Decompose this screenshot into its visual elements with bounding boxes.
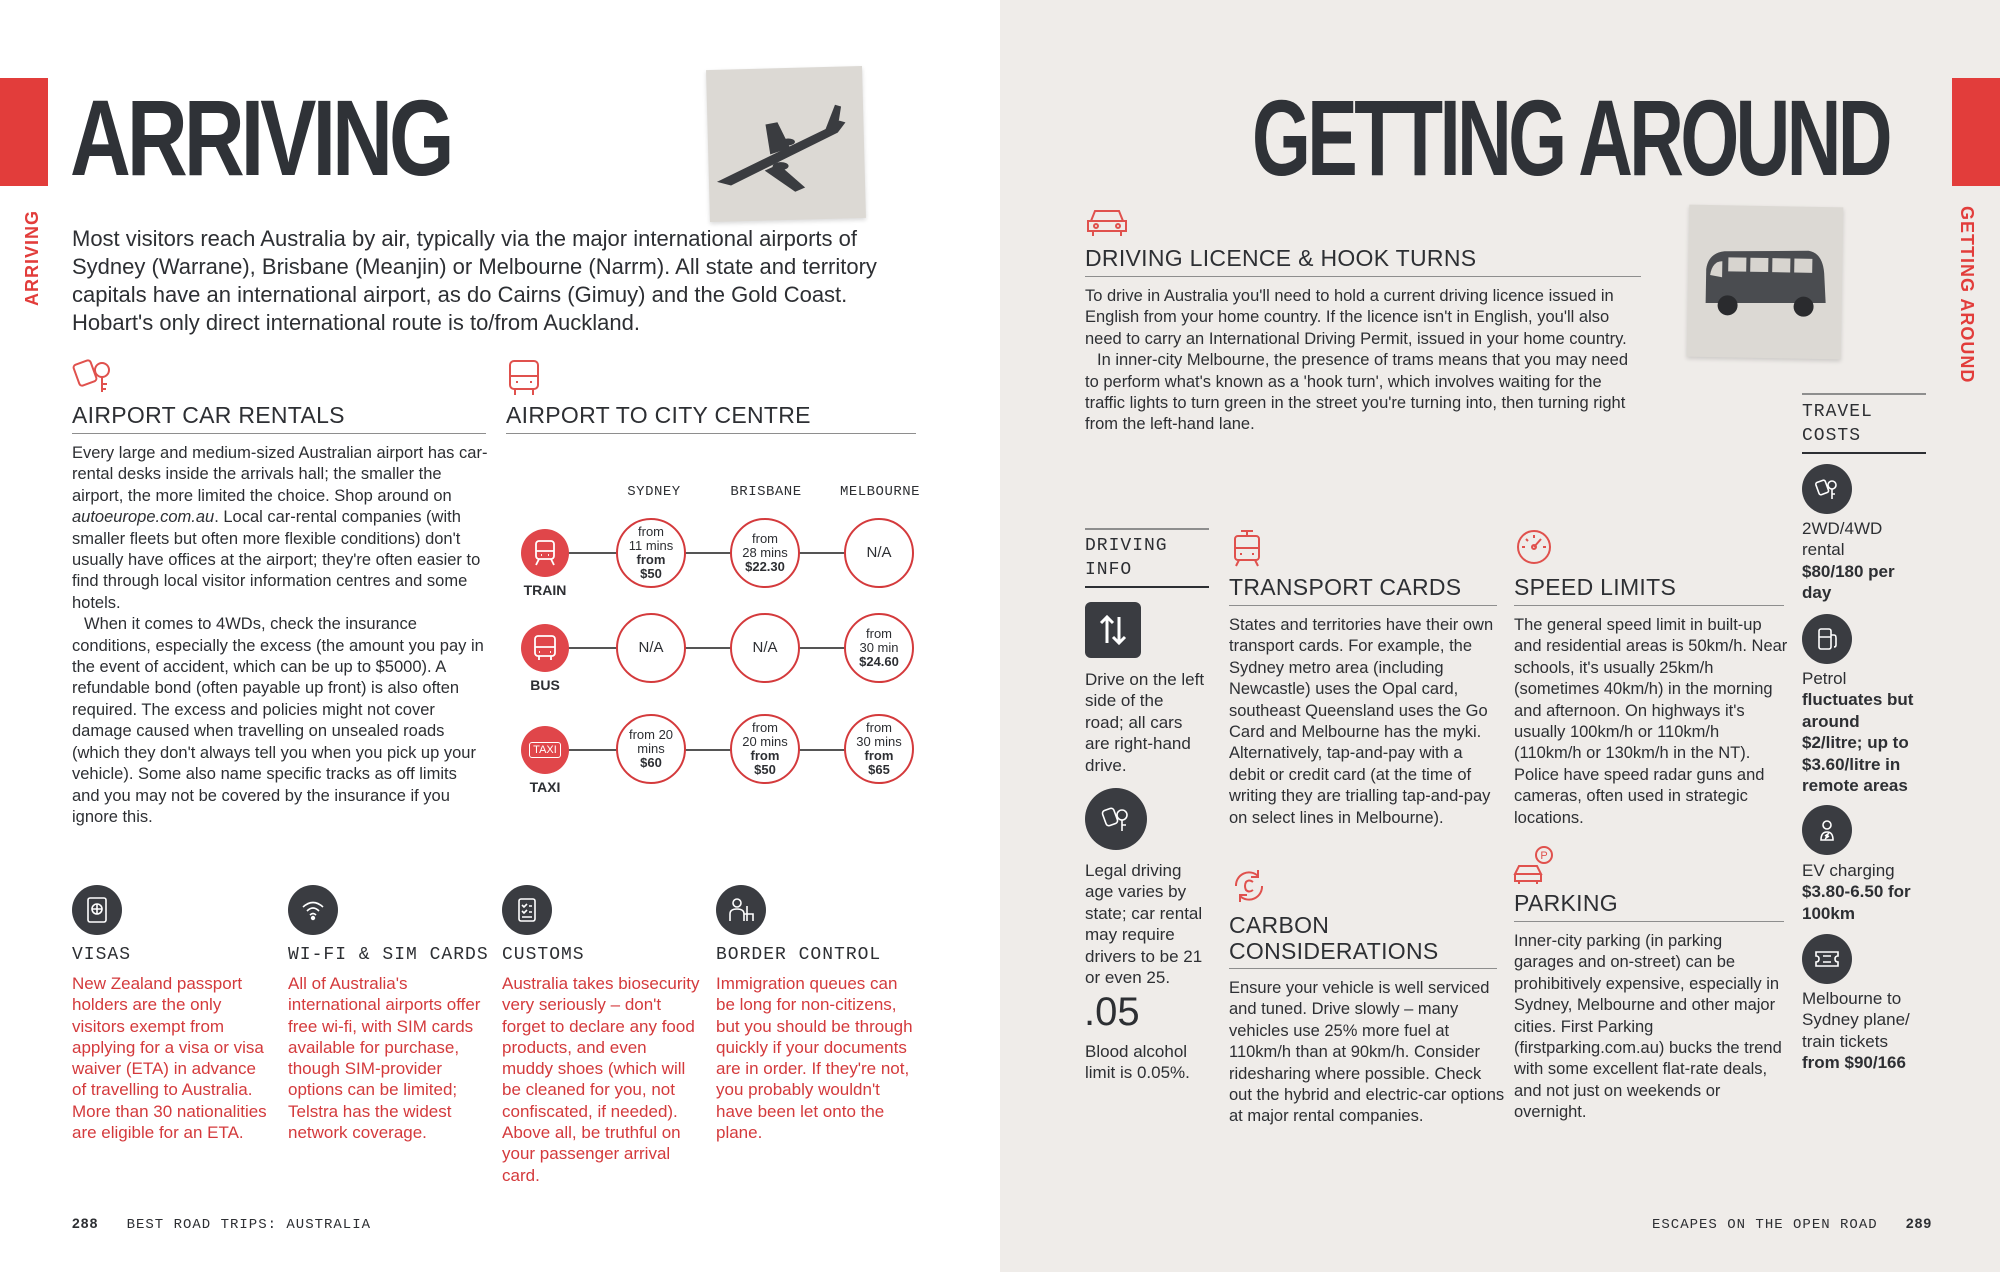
left-running-head: BEST ROAD TRIPS: AUSTRALIA (126, 1217, 372, 1233)
carbon-cycle-icon (1228, 866, 1270, 906)
alcohol-value: .05 (1084, 990, 1140, 1034)
car-rentals-body (72, 443, 488, 828)
licence-body (1085, 286, 1641, 436)
speed-limits-title: SPEED LIMITS (1514, 574, 1784, 606)
bus-brisbane-cell: N/A (730, 613, 800, 683)
train-melbourne-cell: N/A (844, 518, 914, 588)
cost-rental: 2WD/4WD rental $80/180 per day (1802, 519, 1895, 603)
airplane-icon (706, 66, 866, 222)
car-key-icon (1814, 476, 1840, 502)
bus-melbourne-cell: from 30 min $24.60 (844, 613, 914, 683)
city-centre-title: AIRPORT TO CITY CENTRE (506, 402, 916, 434)
driving-info-title: DRIVING INFO (1085, 534, 1209, 588)
left-red-tab (0, 78, 48, 186)
car-rentals-title: AIRPORT CAR RENTALS (72, 402, 486, 434)
bus-mode-label: BUS (530, 677, 560, 693)
customs-text: Australia takes biosecurity very seriously – don't forget to declare any food products, and even muddy shoes (which will be cleaned for you, not confiscated, if needed). Above all, be truthful on your passenger arrival card. (502, 974, 700, 1185)
cost-petrol: Petrol fluctuates but around $2/litre; up to $3.60/litre in remote areas (1802, 669, 1914, 796)
train-mode-label: TRAIN (523, 582, 567, 598)
right-page-number: 289 (1905, 1215, 1933, 1231)
van-icon (1687, 205, 1844, 360)
taxi-icon: TAXI (529, 742, 561, 758)
key-icon (1100, 803, 1132, 835)
ev-icon-circle (1802, 805, 1852, 855)
train-sydney-cell: from 11 mins from $50 (616, 518, 686, 588)
driving-info-rule-top (1085, 528, 1209, 530)
bus-sydney-cell: N/A (616, 613, 686, 683)
arriving-intro: Most visitors reach Australia by air, typically via the major international airports of Sydney (Warrane), Brisbane (Meanjin) or Melbourne (Narrm). All state and territory capitals have an international airport, as do Cairns (Gimuy) and the Gold Coast. Hobart's only direct international route is to/from Auckland. (72, 226, 877, 335)
train-icon (532, 539, 558, 567)
taxi-mode-icon (521, 726, 569, 774)
bus-row-line (546, 647, 876, 649)
taxi-brisbane-cell: from 20 mins from $50 (730, 714, 800, 784)
customs-title: CUSTOMS (502, 945, 585, 965)
left-folio (72, 1215, 371, 1233)
train-row-line (546, 552, 876, 554)
driving-age-text: Legal driving age varies by state; car rental may require drivers to be 21 or even 25. (1085, 861, 1203, 988)
carbon-text: Ensure your vehicle is well serviced and tuned. Drive slowly – many vehicles use 25% more fuel at 110km/h than at 90km/h. Consider ridesharing where possible. Check out the hybrid and electric-car options at major rental companies. (1229, 979, 1505, 1126)
wifi-icon-circle (288, 885, 338, 935)
col-head-brisbane: BRISBANE (730, 484, 802, 500)
petrol-icon-circle (1802, 614, 1852, 664)
key-icon-circle (1085, 788, 1147, 850)
parking-text: Inner-city parking (in parking garages and on-street) can be prohibitively expensive, especially in Sydney, Melbourne and other major cities. First Parking (firstparking.com.au) bucks the trend with some excellent flat-rate deals, and not just on weekends or overnight. (1514, 932, 1782, 1122)
arrows-icon-box (1085, 602, 1141, 658)
border-icon-circle (716, 885, 766, 935)
train-mode-icon (521, 529, 569, 577)
border-officer-icon (727, 896, 755, 924)
wifi-text: All of Australia's international airports offer free wi-fi, with SIM cards available for purchase, though SIM-provider options can be limited; Telstra has the widest network coverage. (288, 974, 481, 1143)
cost-ev: EV charging $3.80-6.50 for 100km (1802, 861, 1911, 923)
left-page-number: 288 (72, 1215, 99, 1231)
ticket-icon-circle (1802, 934, 1852, 984)
taxi-mode-label: TAXI (529, 779, 561, 795)
speed-limits-text: The general speed limit in built-up and residential areas is 50km/h. Near schools, it's usually 25km/h (sometimes 40km/h) in the morning and afternoon. On highways it's usually 100km/h or 110km/h (110km/h or 130km/h in the NT). Police have speed radar guns and cameras, often used in strategic locations. (1514, 616, 1788, 827)
arrows-icon (1096, 613, 1130, 647)
bus-mode-icon (521, 624, 569, 672)
car-rentals-p1b: . Local car-rental companies (with smaller fleets but often more flexible conditions) don't usually have offices at the airport; they're often easier to find through local visitor information centres and some hotels. (72, 508, 481, 612)
wifi-icon (300, 897, 326, 923)
taxi-row-line (546, 749, 876, 751)
speedometer-icon (1514, 527, 1554, 567)
page-title-getting-around: GETTING AROUND (1252, 77, 1889, 198)
plane-photo (706, 66, 866, 222)
customs-form-icon (514, 896, 540, 924)
bus-icon (532, 634, 558, 662)
right-red-tab (1952, 78, 2000, 186)
car-rentals-p2: When it comes to 4WDs, check the insurance conditions, especially the excess (the amount you pay in the event of accident, which can be up to $5000). A refundable bond (often payable up front) is also often required. The excess and policies might not cover damage caused when travelling on unsealed roads (which they don't always tell you when you pick up your vehicle). Some also name specific tracks as off limits and you may not be covered by the insurance if you ignore this. (72, 615, 484, 826)
wifi-title: WI-FI & SIM CARDS (288, 945, 489, 965)
border-text: Immigration queues can be long for non-citizens, but you should be through quickly if your documents are in order. If they're not, you probably wouldn't have been let onto the plane. (716, 974, 913, 1143)
right-running-head: ESCAPES ON THE OPEN ROAD (1652, 1217, 1878, 1233)
right-side-label: GETTING AROUND (1957, 206, 1977, 384)
right-folio (1652, 1215, 1932, 1233)
customs-icon-circle (502, 885, 552, 935)
licence-p1: To drive in Australia you'll need to hold a current driving licence issued in English from your home country. If the licence isn't in English, you'll also need to carry an International Driving Permit, issued in your home country. (1085, 287, 1627, 348)
col-head-melbourne: MELBOURNE (839, 484, 921, 500)
visas-text: New Zealand passport holders are the only visitors exempt from applying for a visa or visa waiver (ETA) in advance of travelling to Australia. More than 30 nationalities are eligible for an ETA. (72, 974, 267, 1143)
left-side-label: ARRIVING (22, 209, 42, 306)
right-page (1000, 0, 2000, 1272)
border-title: BORDER CONTROL (716, 945, 882, 965)
tram-icon (1229, 528, 1265, 568)
ticket-icon (1813, 947, 1841, 971)
passport-icon (84, 896, 110, 924)
taxi-melbourne-cell: from 30 mins from $65 (844, 714, 914, 784)
visas-title: VISAS (72, 945, 132, 965)
transport-cards-text: States and territories have their own transport cards. For example, the Sydney metro area (including Newcastle) uses the Opal card, southeast Queensland uses the Go Card and Melbourne has the myki. Alternatively, tap-and-pay with a debit or credit card (at the time of writing they are trialling tap-and-pay on select lines in Melbourne). (1229, 616, 1494, 827)
svg-text:P: P (1540, 850, 1548, 862)
autoeurope-link[interactable]: autoeurope.com.au (72, 508, 215, 527)
transport-cards-title: TRANSPORT CARDS (1229, 574, 1497, 606)
bus-icon (506, 358, 542, 398)
carbon-title: CARBON CONSIDERATIONS (1229, 912, 1497, 969)
car-icon (1085, 205, 1129, 239)
train-brisbane-cell: from 28 mins $22.30 (730, 518, 800, 588)
parking-title: PARKING (1514, 890, 1784, 922)
rental-icon-circle (1802, 464, 1852, 514)
travel-costs-title: TRAVEL COSTS (1802, 400, 1926, 454)
van-photo (1687, 205, 1844, 360)
page-title-arriving: ARRIVING (70, 77, 451, 198)
ev-charger-icon (1814, 816, 1840, 844)
fuel-pump-icon (1814, 625, 1840, 653)
car-key-icon (72, 356, 116, 396)
car-rentals-p1a: Every large and medium-sized Australian airport has car-rental desks inside the arrivals hall; the smaller the airport, the more limited the choice. Shop around on (72, 444, 488, 505)
drive-left-text: Drive on the left side of the road; all cars are right-hand drive. (1085, 670, 1205, 775)
travel-costs-rule-top (1802, 393, 1926, 395)
parking-icon (1512, 844, 1556, 886)
licence-p2: In inner-city Melbourne, the presence of trams means that you may need to perform what's known as a 'hook turn', which involves waiting for the traffic lights to turn green in the street you're turning into, then turning right from the left-hand lane. (1085, 351, 1629, 434)
licence-title: DRIVING LICENCE & HOOK TURNS (1085, 245, 1641, 277)
visas-icon-circle (72, 885, 122, 935)
taxi-sydney-cell: from 20 mins $60 (616, 714, 686, 784)
cost-tickets: Melbourne to Sydney plane/ train tickets from $90/166 (1802, 989, 1910, 1073)
alcohol-text: Blood alcohol limit is 0.05%. (1085, 1042, 1190, 1083)
col-head-sydney: SYDNEY (627, 484, 681, 500)
